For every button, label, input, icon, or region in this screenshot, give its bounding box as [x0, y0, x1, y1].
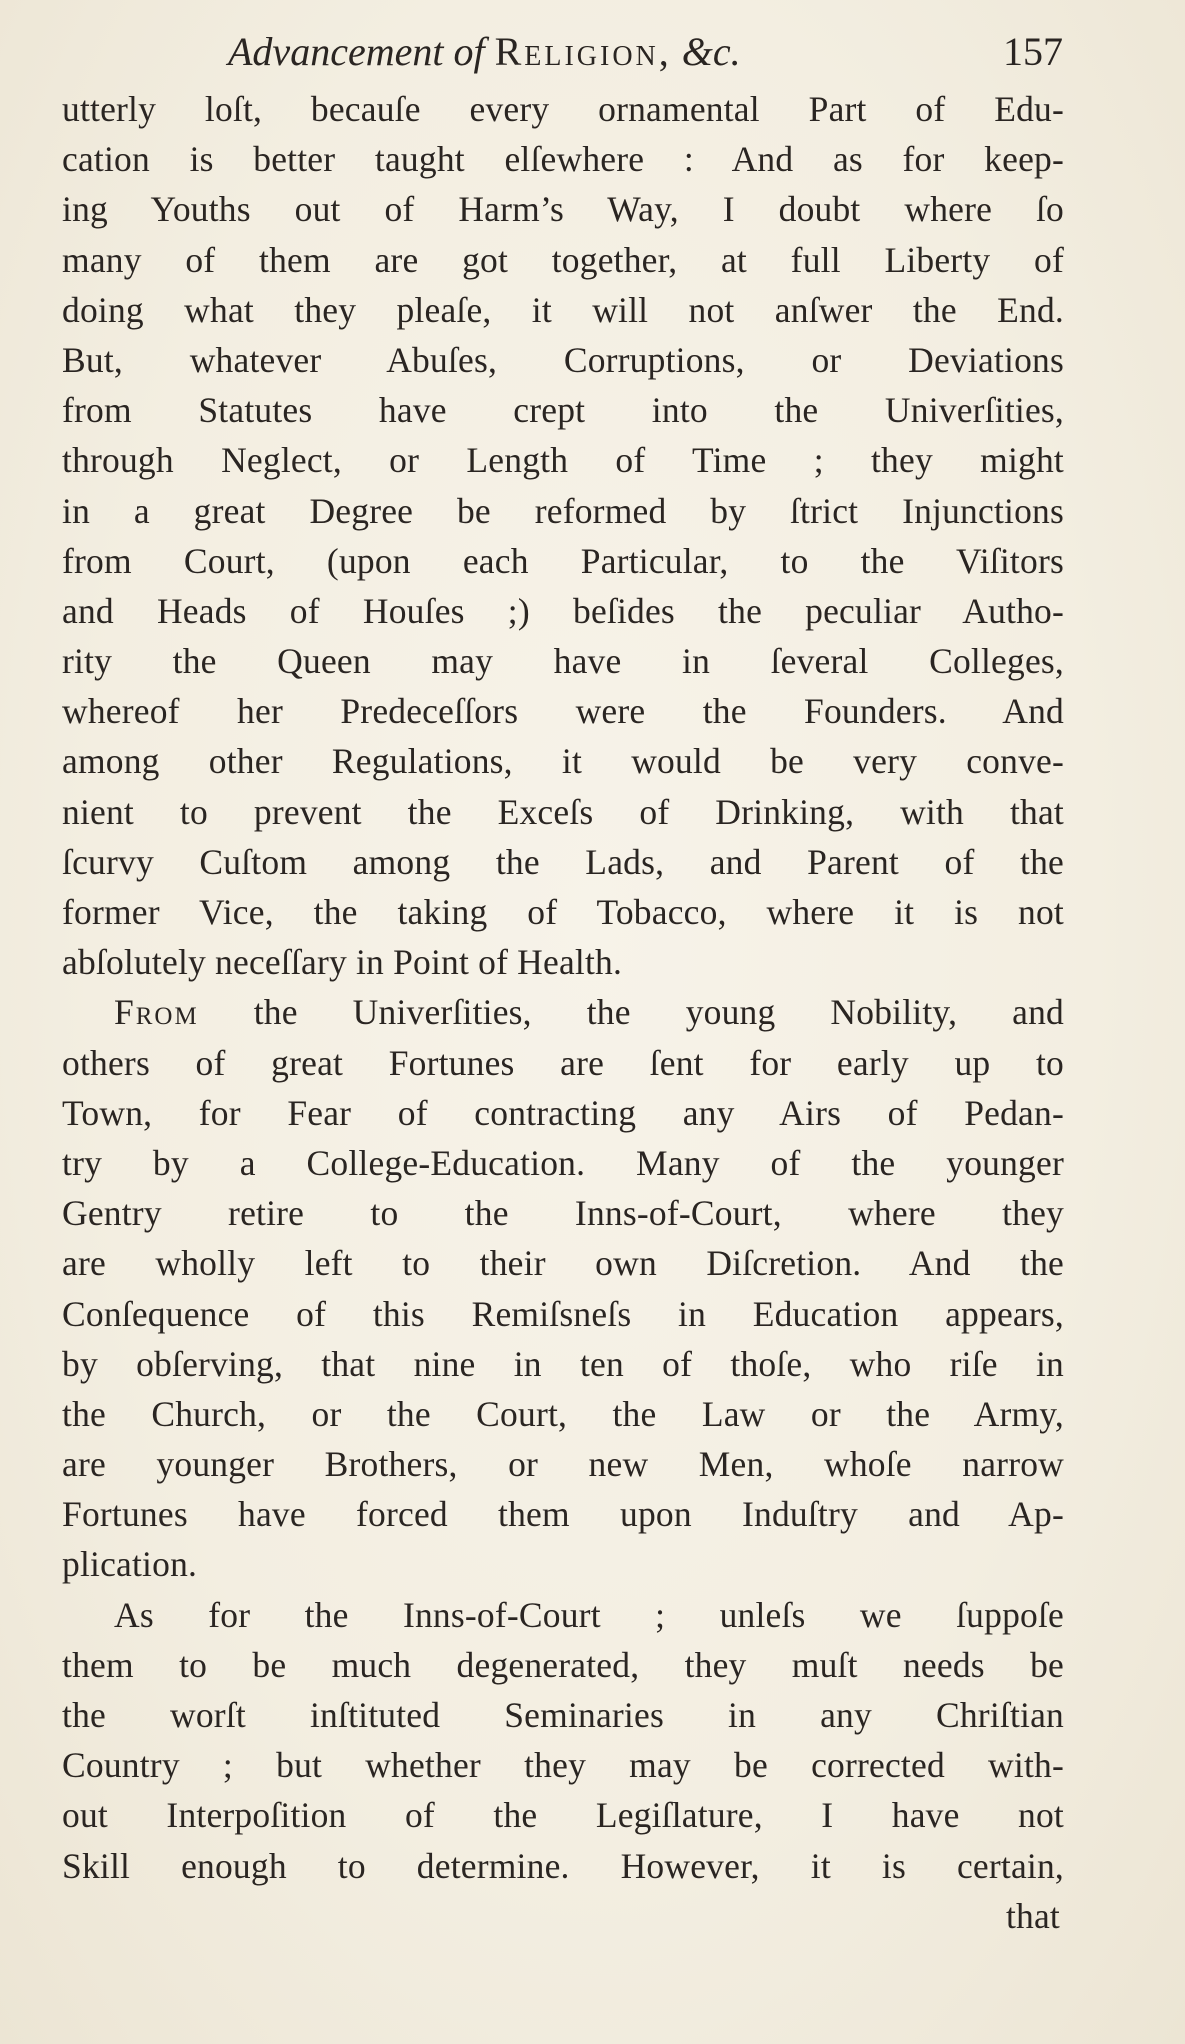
page-number: 157 [1003, 29, 1063, 74]
text-line: rity the Queen may have in ſeveral Colleges, [62, 641, 1064, 682]
text-line: them to be much degenerated, they muſt needs be [62, 1644, 1064, 1685]
text-line: in a great Degree be reformed by ſtrict Injunctions [62, 490, 1064, 531]
text-line: many of them are got together, at full Liberty of [62, 239, 1064, 280]
text-line: nient to prevent the Exceſs of Drinking, with that [62, 791, 1064, 832]
text-line: are wholly left to their own Diſcretion. And the [62, 1243, 1064, 1284]
running-head-caps: Religion, [494, 29, 672, 74]
text-line: try by a College-Education. Many of the younger [62, 1142, 1064, 1183]
text-line: out Interpoſition of the Legiſlature, I have not [62, 1795, 1064, 1836]
text-line: the worſt inſtituted Seminaries in any Chriſtian [62, 1695, 1064, 1735]
page-header [228, 22, 1063, 82]
paragraph-end-line: abſolutely neceſſary in Point of Health. [62, 942, 623, 983]
text-line: the Church, or the Court, the Law or the Army, [62, 1393, 1064, 1434]
running-head [228, 22, 741, 82]
text-line: Town, for Fear of contracting any Airs of Pedan- [62, 1092, 1064, 1133]
text-line: utterly loſt, becauſe every ornamental Part of Edu- [62, 89, 1064, 129]
running-head-italic: Advancement of [228, 29, 485, 74]
text-line: whereof her Predeceſſors were the Founders. And [62, 691, 1064, 732]
paragraph-start-line: As for the Inns-of-Court ; unleſs we ſuppoſe [114, 1594, 1064, 1635]
text-line: and Heads of Houſes ;) beſides the peculiar Autho- [62, 590, 1064, 631]
text-line: Country ; but whether they may be corrected with- [62, 1745, 1064, 1786]
text-line: ing Youths out of Harm’s Way, I doubt where ſo [62, 189, 1064, 230]
text-line: from Court, (upon each Particular, to the Viſitors [62, 540, 1064, 581]
text-line: cation is better taught elſewhere : And as for keep- [62, 139, 1064, 180]
text-line: Conſequence of this Remiſsneſs in Education appears, [62, 1293, 1064, 1334]
text-line: ſcurvy Cuſtom among the Lads, and Parent of the [62, 841, 1064, 882]
text-line: But, whatever Abuſes, Corruptions, or Deviations [62, 339, 1064, 380]
text-line: among other Regulations, it would be very conve- [62, 741, 1064, 782]
text-line: others of great Fortunes are ſent for early up to [62, 1042, 1064, 1083]
text-line: Skill enough to determine. However, it is certain, [62, 1845, 1064, 1886]
text-line: former Vice, the taking of Tobacco, where it is not [62, 892, 1064, 932]
text-line: Fortunes have forced them upon Induſtry and Ap- [62, 1494, 1064, 1535]
text-line-rest: the Univerſities, the young Nobility, and [253, 992, 1064, 1033]
running-head-etc: &c. [681, 29, 741, 74]
body-text [62, 84, 1064, 1941]
paragraph-end-line: plication. [62, 1544, 198, 1585]
paragraph-lead-word: From [114, 992, 199, 1033]
text-line: through Neglect, or Length of Time ; they might [62, 440, 1064, 481]
text-line: doing what they pleaſe, it will not anſwer the End. [62, 289, 1064, 330]
text-line: from Statutes have crept into the Univerſities, [62, 390, 1064, 431]
text-line: Gentry retire to the Inns-of-Court, where they [62, 1193, 1064, 1234]
text-line: are younger Brothers, or new Men, whoſe narrow [62, 1444, 1064, 1485]
paragraph-start-line [62, 987, 1064, 1037]
text-line: by obſerving, that nine in ten of thoſe, who riſe in [62, 1343, 1064, 1384]
catchword: that [1005, 1895, 1060, 1936]
